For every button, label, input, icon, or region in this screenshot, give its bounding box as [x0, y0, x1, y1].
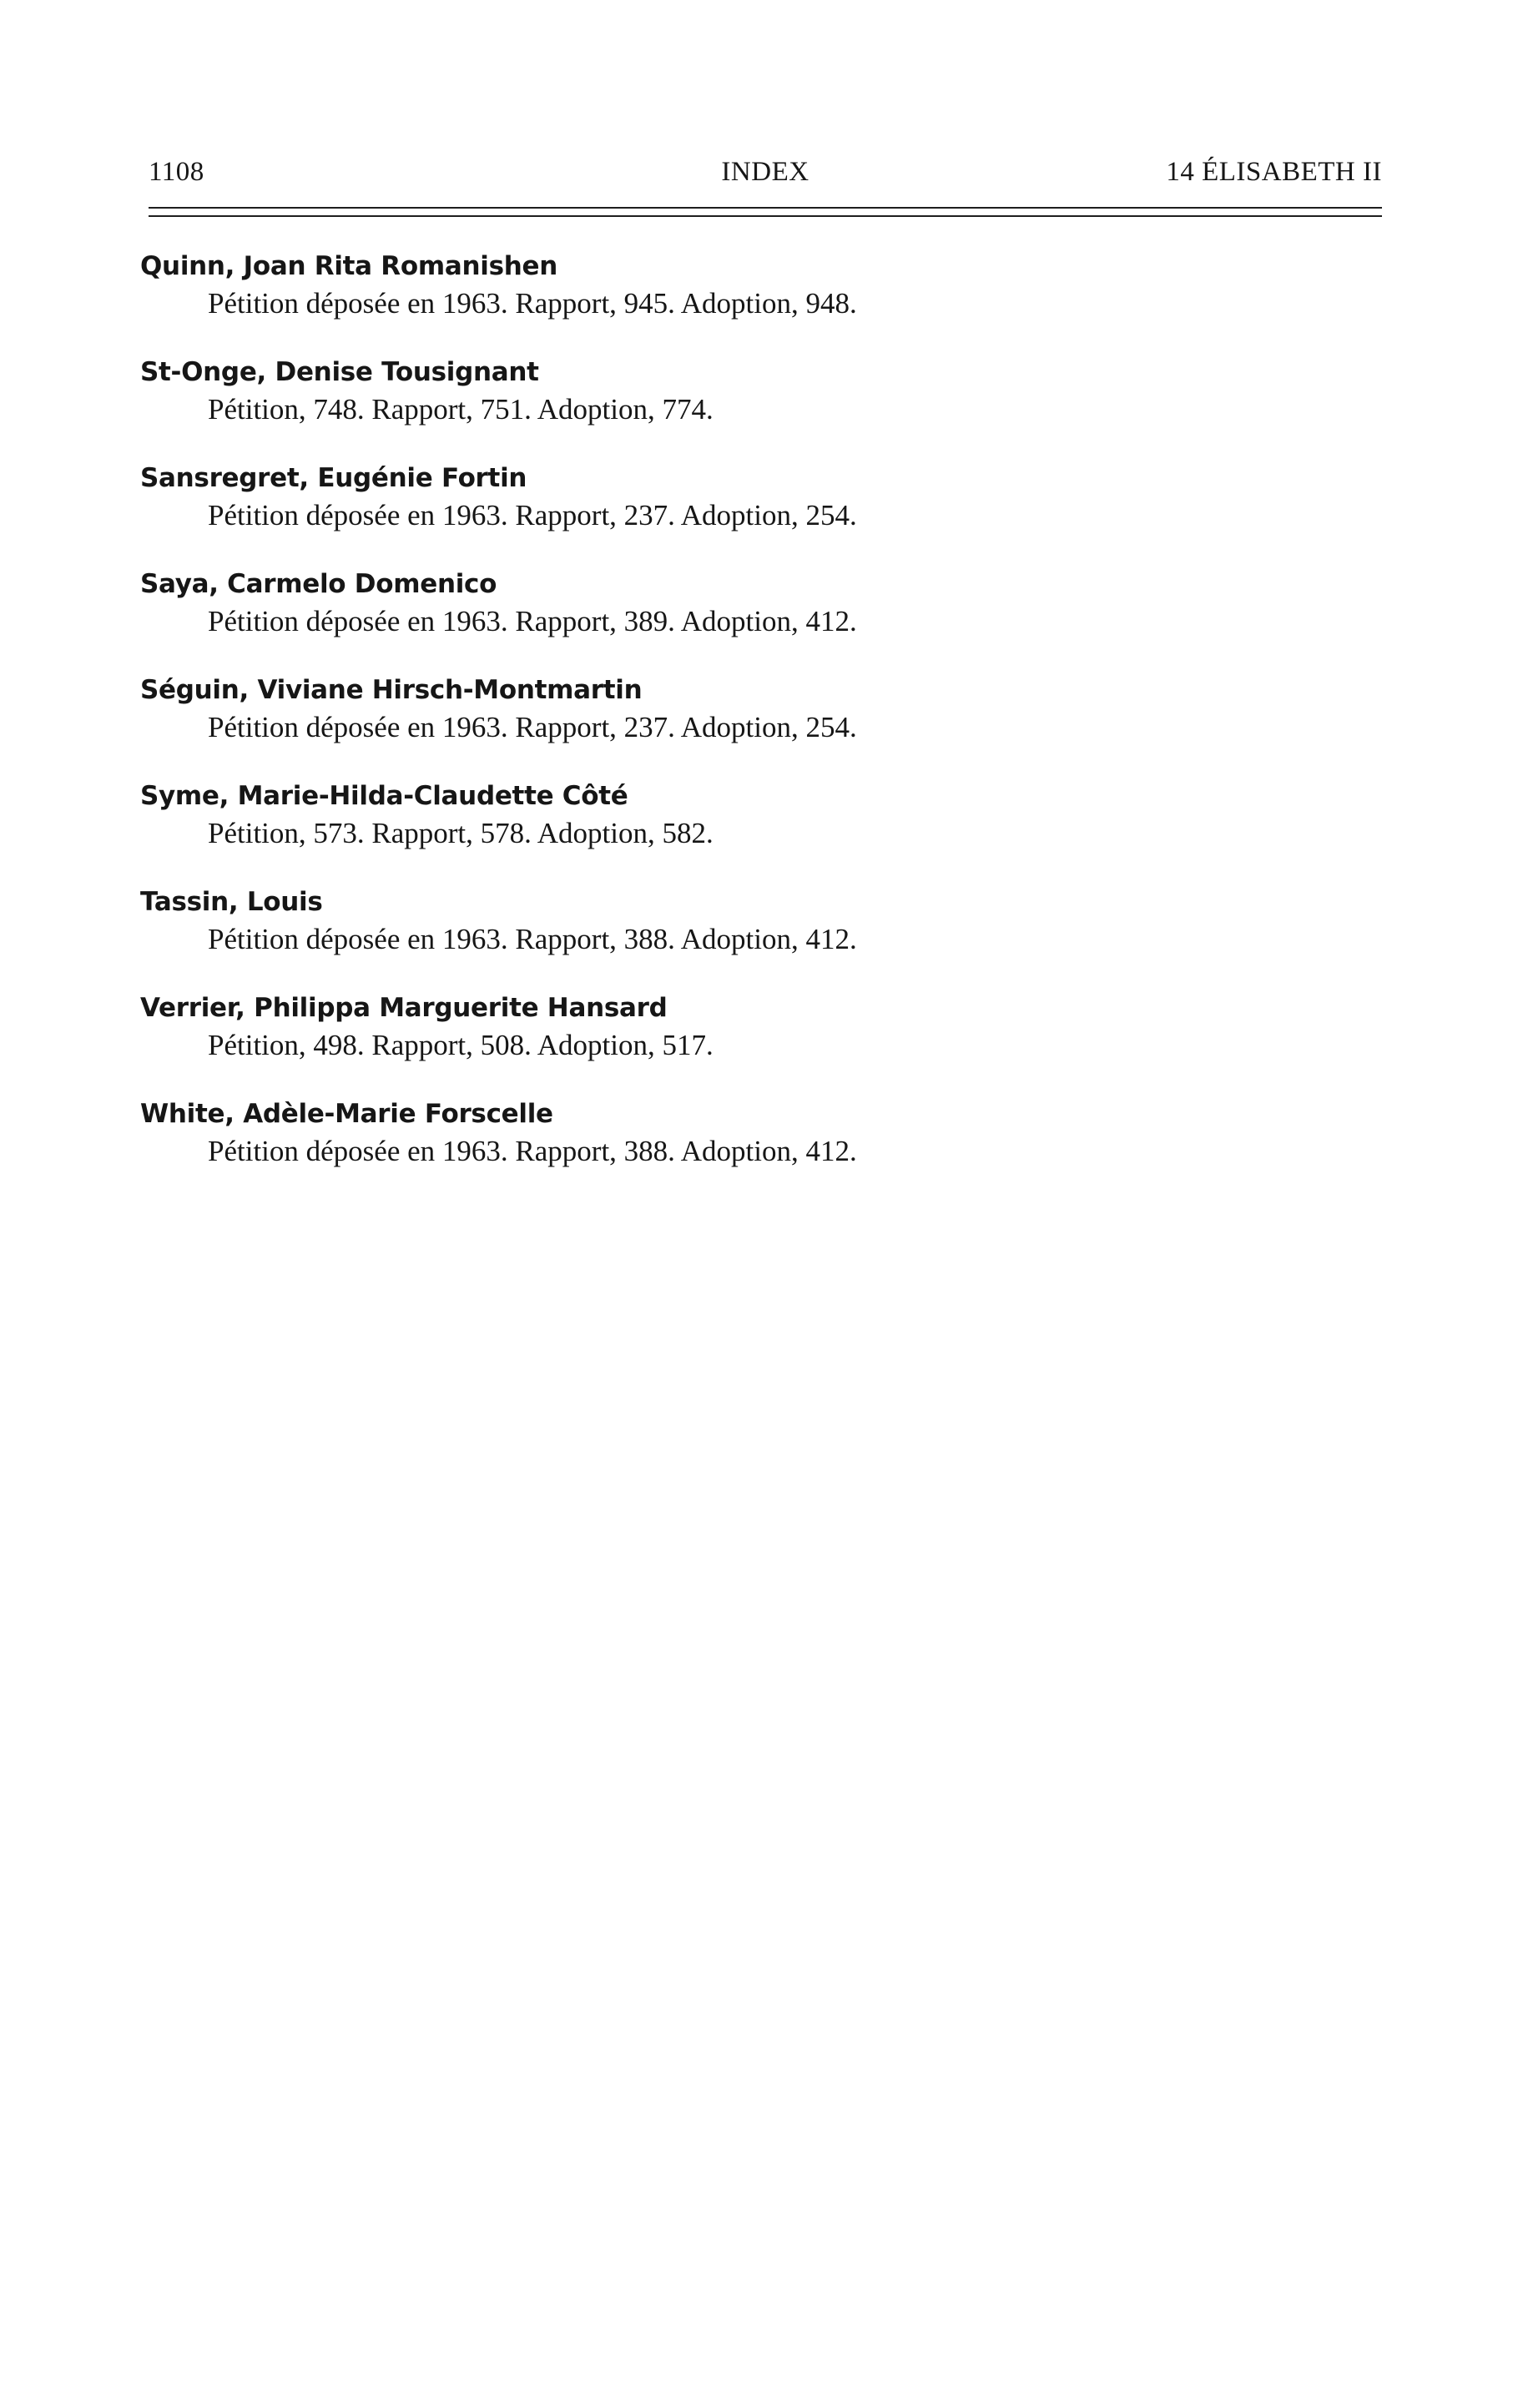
page-number: 1108: [149, 157, 204, 187]
header-rule-bottom: [149, 215, 1382, 217]
index-entry: [140, 460, 1392, 566]
header-rule-top: [149, 207, 1382, 209]
entry-detail: Pétition déposée en 1963. Rapport, 388. Adoption, 412.: [208, 923, 857, 955]
entry-detail: Pétition, 748. Rapport, 751. Adoption, 774.: [208, 393, 714, 426]
regnal-year: 14 ÉLISABETH II: [1166, 157, 1382, 187]
page-title: INDEX: [721, 157, 809, 187]
index-entry: [140, 884, 1392, 990]
entry-name: Syme, Marie-Hilda-Claudette Côté: [140, 781, 628, 811]
index-entry: [140, 354, 1392, 460]
entry-name: Séguin, Viviane Hirsch-Montmartin: [140, 675, 643, 705]
entry-detail: Pétition déposée en 1963. Rapport, 237. Adoption, 254.: [208, 499, 857, 531]
index-entry: [140, 566, 1392, 672]
entry-name: Quinn, Joan Rita Romanishen: [140, 251, 557, 281]
entry-name: Tassin, Louis: [140, 887, 323, 917]
entry-name: St-Onge, Denise Tousignant: [140, 357, 539, 387]
index-entry: [140, 778, 1392, 884]
index-entry: [140, 1096, 1392, 1201]
entry-name: Saya, Carmelo Domenico: [140, 569, 497, 599]
entry-name: Verrier, Philippa Marguerite Hansard: [140, 993, 668, 1023]
entry-detail: Pétition déposée en 1963. Rapport, 389. Adoption, 412.: [208, 605, 857, 637]
index-entry: [140, 672, 1392, 778]
entry-detail: Pétition, 573. Rapport, 578. Adoption, 582.: [208, 817, 714, 849]
index-entries: [140, 248, 1392, 1201]
entry-name: White, Adèle-Marie Forscelle: [140, 1099, 553, 1129]
entry-detail: Pétition déposée en 1963. Rapport, 388. Adoption, 412.: [208, 1135, 857, 1167]
entry-detail: Pétition déposée en 1963. Rapport, 237. Adoption, 254.: [208, 711, 857, 743]
page-header: [149, 157, 1382, 199]
entry-detail: Pétition déposée en 1963. Rapport, 945. Adoption, 948.: [208, 287, 857, 320]
index-entry: [140, 990, 1392, 1096]
entry-name: Sansregret, Eugénie Fortin: [140, 463, 527, 493]
entry-detail: Pétition, 498. Rapport, 508. Adoption, 517.: [208, 1029, 714, 1061]
index-entry: [140, 248, 1392, 354]
